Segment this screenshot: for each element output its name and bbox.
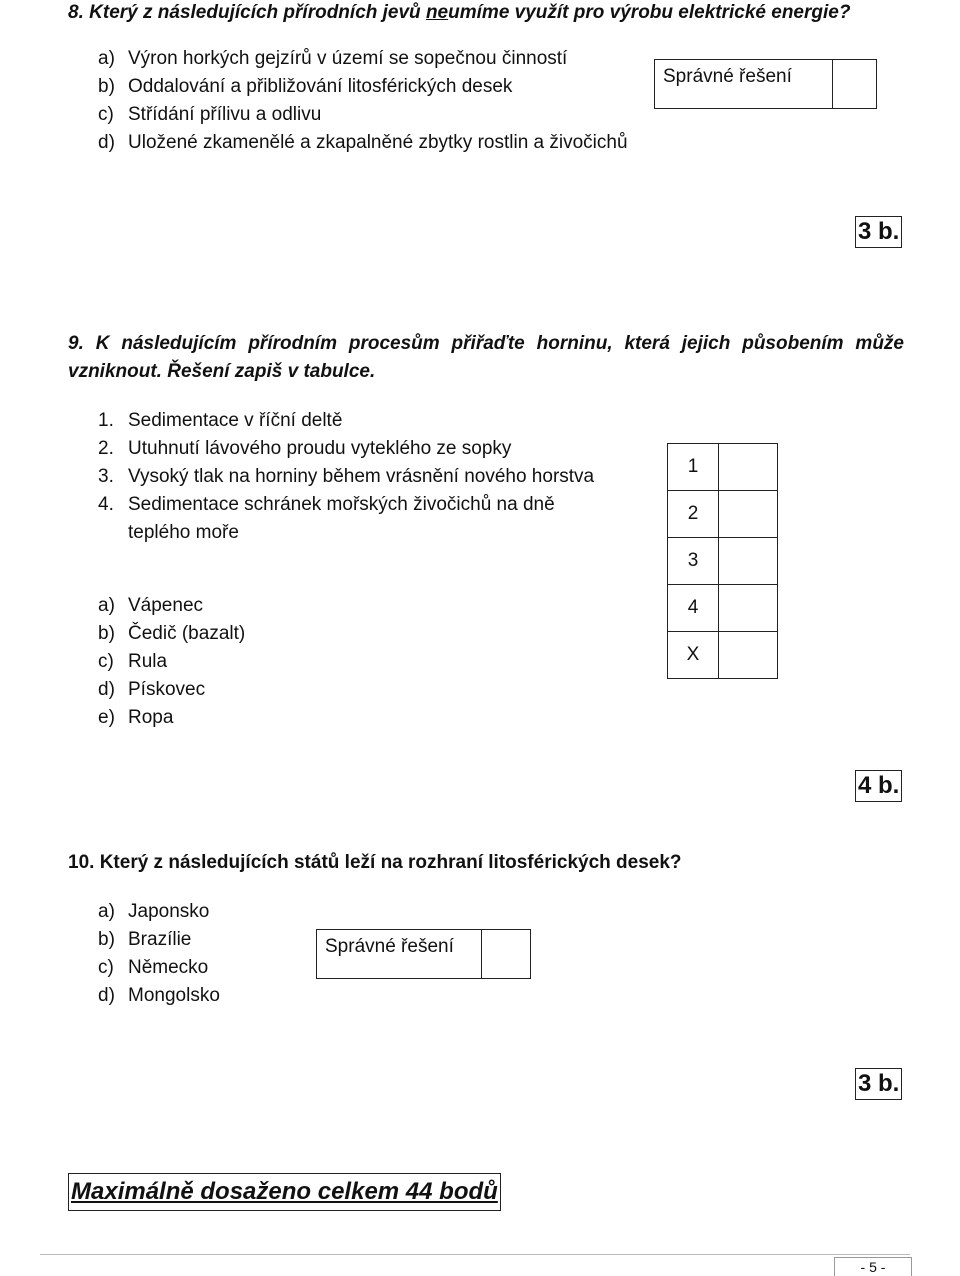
option-b [98, 926, 220, 954]
answer-cell[interactable] [719, 538, 778, 585]
table-row-label: X [668, 632, 719, 679]
answer-box-q10 [316, 929, 531, 979]
option-text: Mongolsko [128, 985, 220, 1006]
question-text: Který z následujících přírodních jevů [89, 2, 426, 23]
option-d [98, 129, 628, 157]
process-list [98, 407, 658, 547]
total-points: Maximálně dosaženo celkem 44 bodů [68, 1173, 501, 1211]
answer-label: Správné řešení [655, 60, 833, 108]
question-number: 10. [68, 852, 95, 873]
rock-e [98, 704, 245, 732]
table-row-label: 2 [668, 491, 719, 538]
question-text: Který z následujících států leží na rozhraní litosférických desek? [99, 852, 682, 873]
option-text: Výron horkých gejzírů v území se sopečnou činností [128, 48, 568, 69]
rock-text: Rula [128, 651, 168, 672]
page-number: - 5 - [834, 1257, 912, 1276]
answer-cell[interactable] [719, 632, 778, 679]
question-10-options [98, 898, 220, 1010]
option-label: a) [98, 901, 115, 922]
option-label: d) [98, 985, 115, 1006]
option-c [98, 101, 628, 129]
rock-text: Čedič (bazalt) [128, 623, 246, 644]
process-4 [98, 491, 658, 547]
rock-label: c) [98, 651, 114, 672]
question-text: K následujícím přírodním procesům přiřaďte horninu, která jejich působením může [95, 333, 905, 354]
option-a [98, 898, 220, 926]
option-label: b) [98, 929, 115, 950]
process-1 [98, 407, 658, 435]
option-label: c) [98, 957, 114, 978]
rock-a [98, 592, 245, 620]
rock-text: Ropa [128, 707, 174, 728]
rock-list [98, 592, 245, 732]
table-row [668, 632, 778, 679]
process-2 [98, 435, 658, 463]
option-label: d) [98, 132, 115, 153]
question-number: 8. [68, 2, 84, 23]
process-label: 4. [98, 494, 114, 515]
answer-box-q8 [654, 59, 877, 109]
answer-input-q8[interactable] [833, 60, 876, 107]
answer-label: Správné řešení [317, 930, 482, 978]
option-a [98, 45, 628, 73]
process-text: Utuhnutí lávového proudu vyteklého ze sopky [128, 438, 512, 459]
rock-d [98, 676, 245, 704]
answer-input-q10[interactable] [482, 930, 530, 977]
table-row [668, 538, 778, 585]
process-label: 1. [98, 410, 114, 431]
answer-table-q9 [667, 443, 778, 679]
rock-label: a) [98, 595, 115, 616]
option-text: Oddalování a přibližování litosférických desek [128, 76, 513, 97]
option-text: Brazílie [128, 929, 192, 950]
rock-text: Pískovec [128, 679, 206, 700]
question-8-options [98, 45, 628, 157]
process-label: 2. [98, 438, 114, 459]
question-text: umíme využít pro výrobu elektrické energie? [448, 2, 851, 23]
option-text: Střídání přílivu a odlivu [128, 104, 322, 125]
rock-label: b) [98, 623, 115, 644]
points-badge-q9: 4 b. [855, 770, 902, 802]
question-8-heading [68, 2, 850, 24]
table-row [668, 585, 778, 632]
question-line-2: vzniknout. Řešení zapiš v tabulce. [68, 361, 376, 382]
table-row-label: 4 [668, 585, 719, 632]
process-label: 3. [98, 466, 114, 487]
question-number: 9. [68, 333, 84, 354]
rock-label: d) [98, 679, 115, 700]
option-label: b) [98, 76, 115, 97]
table-row-label: 1 [668, 444, 719, 491]
option-b [98, 73, 628, 101]
option-text: Uložené zkamenělé a zkapalněné zbytky rostlin a živočichů [128, 132, 628, 153]
process-text: Vysoký tlak na horniny během vrásnění nového horstva [128, 466, 595, 487]
option-label: c) [98, 104, 114, 125]
table-row-label: 3 [668, 538, 719, 585]
question-9-heading [68, 330, 904, 386]
table-row [668, 491, 778, 538]
option-c [98, 954, 220, 982]
rock-b [98, 620, 245, 648]
option-text: Japonsko [128, 901, 210, 922]
rock-c [98, 648, 245, 676]
rock-text: Vápenec [128, 595, 204, 616]
question-text-underlined: ne [425, 2, 449, 23]
table-row [668, 444, 778, 491]
question-10-heading [68, 852, 682, 874]
process-text: Sedimentace v říční deltě [128, 410, 343, 431]
points-badge-q8: 3 b. [855, 216, 902, 248]
option-label: a) [98, 48, 115, 69]
option-text: Německo [128, 957, 209, 978]
answer-cell[interactable] [719, 491, 778, 538]
process-text: Sedimentace schránek mořských živočichů na dně teplého moře [128, 494, 555, 543]
option-d [98, 982, 220, 1010]
question-line-1 [68, 330, 904, 358]
rock-label: e) [98, 707, 115, 728]
footer-divider [40, 1254, 910, 1255]
process-3 [98, 463, 658, 491]
answer-cell[interactable] [719, 444, 778, 491]
answer-cell[interactable] [719, 585, 778, 632]
points-badge-q10: 3 b. [855, 1068, 902, 1100]
